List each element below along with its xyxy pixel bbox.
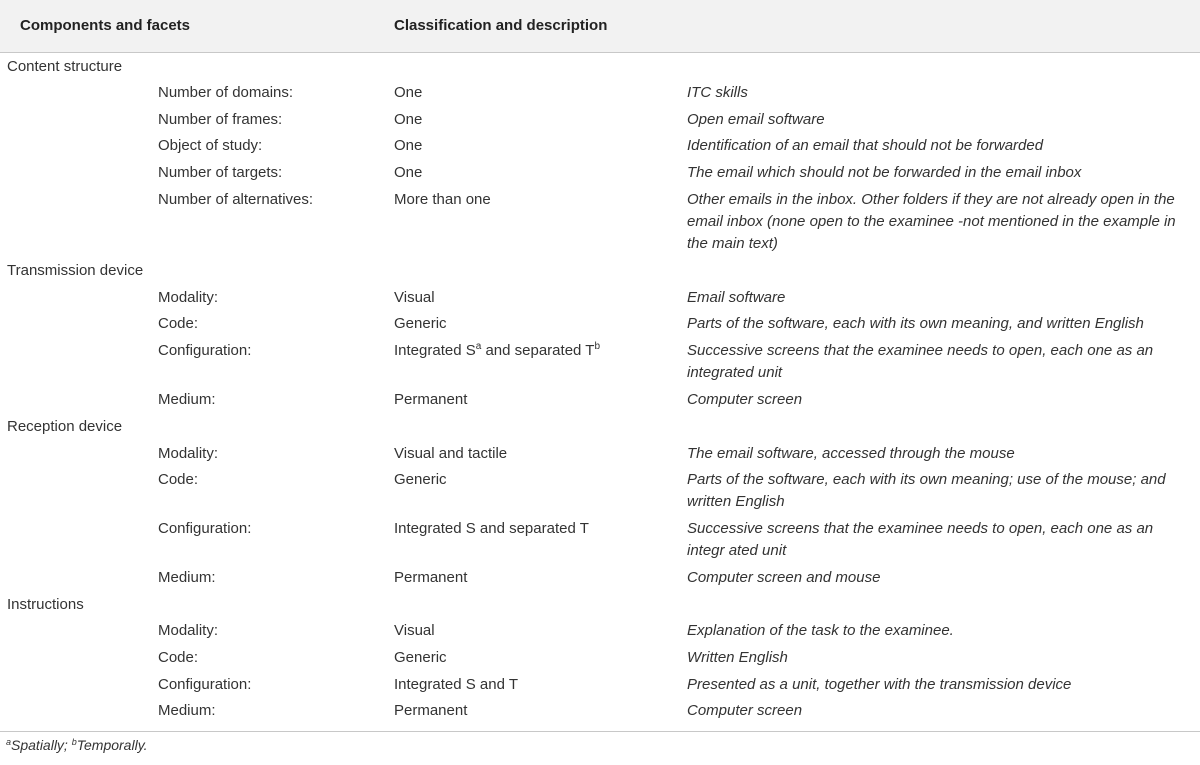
classification-value: One [394, 164, 423, 181]
footnote-text: Spatially; [11, 737, 72, 753]
classification-value: More than one [394, 191, 491, 208]
classification-value: Generic [394, 649, 447, 666]
description-text: Successive screens that the examinee needs to open, each one as an integr ated unit [687, 520, 1154, 559]
classification-value: Visual and tactile [394, 445, 508, 462]
footnote-marker: b [594, 341, 600, 352]
description-text: ITC skills [687, 84, 748, 101]
footnote-marker: a [475, 341, 482, 352]
classification-part: Integrated S [394, 342, 476, 359]
footnote-marker: b [71, 737, 77, 747]
section-title: Transmission device [7, 262, 144, 279]
facet-label: Number of alternatives: [158, 191, 314, 208]
description-text: Computer screen [687, 702, 803, 719]
footnote-text: Temporally. [76, 737, 148, 753]
description-text: The email which should not be forwarded in the email inbox [687, 164, 1082, 181]
classification-value [394, 340, 600, 362]
classification-value: Permanent [394, 702, 468, 719]
description-text: Computer screen [687, 391, 803, 408]
facet-label: Number of targets: [158, 164, 283, 181]
facet-label: Number of domains: [158, 84, 294, 101]
description-text: Computer screen and mouse [687, 569, 881, 586]
table-footnote [6, 737, 148, 753]
description-text: Parts of the software, each with its own meaning; use of the mouse; and written English [687, 471, 1166, 510]
facet-label: Modality: [158, 289, 219, 306]
description-text: Written English [687, 649, 788, 666]
description-text: Parts of the software, each with its own meaning, and written English [687, 315, 1144, 332]
facet-label: Object of study: [158, 137, 263, 154]
facet-label: Medium: [158, 569, 216, 586]
facet-label: Medium: [158, 391, 216, 408]
header-divider [0, 52, 1200, 53]
classification-value: Generic [394, 315, 447, 332]
column-header-classification: Classification and description [394, 17, 608, 34]
description-text: Successive screens that the examinee needs to open, each one as an integrated unit [687, 342, 1154, 381]
facet-label: Configuration: [158, 520, 252, 537]
classification-value: One [394, 84, 423, 101]
classification-value: Generic [394, 471, 447, 488]
classification-value: Visual [394, 622, 435, 639]
facet-label: Code: [158, 315, 199, 332]
classification-value: Permanent [394, 569, 468, 586]
facet-label: Configuration: [158, 676, 252, 693]
description-text: Email software [687, 289, 786, 306]
classification-value: Permanent [394, 391, 468, 408]
classification-value: One [394, 137, 423, 154]
table-bottom-divider [0, 731, 1200, 732]
description-text: Open email software [687, 111, 825, 128]
classification-value: One [394, 111, 423, 128]
section-title: Instructions [7, 596, 84, 613]
footnote-marker: a [6, 737, 12, 747]
classification-value: Integrated S and separated T [394, 520, 589, 537]
classification-part: and separated T [481, 342, 595, 359]
facet-label: Number of frames: [158, 111, 283, 128]
classification-value: Visual [394, 289, 435, 306]
description-text: Presented as a unit, together with the transmission device [687, 676, 1072, 693]
column-header-components: Components and facets [20, 17, 191, 34]
description-text: Explanation of the task to the examinee. [687, 622, 954, 639]
facet-label: Code: [158, 471, 199, 488]
facet-label: Medium: [158, 702, 216, 719]
facet-label: Code: [158, 649, 199, 666]
classification-value: Integrated S and T [394, 676, 518, 693]
facet-label: Configuration: [158, 342, 252, 359]
description-text: Identification of an email that should not be forwarded [687, 137, 1044, 154]
facet-label: Modality: [158, 445, 219, 462]
facet-label: Modality: [158, 622, 219, 639]
section-title: Reception device [7, 418, 123, 435]
table-header [0, 0, 1200, 52]
description-text: The email software, accessed through the mouse [687, 445, 1015, 462]
section-title: Content structure [7, 58, 123, 75]
description-text: Other emails in the inbox. Other folders if they are not already open in the email inbox (none open to the examinee -not mentioned in the example in the main text) [687, 191, 1176, 252]
